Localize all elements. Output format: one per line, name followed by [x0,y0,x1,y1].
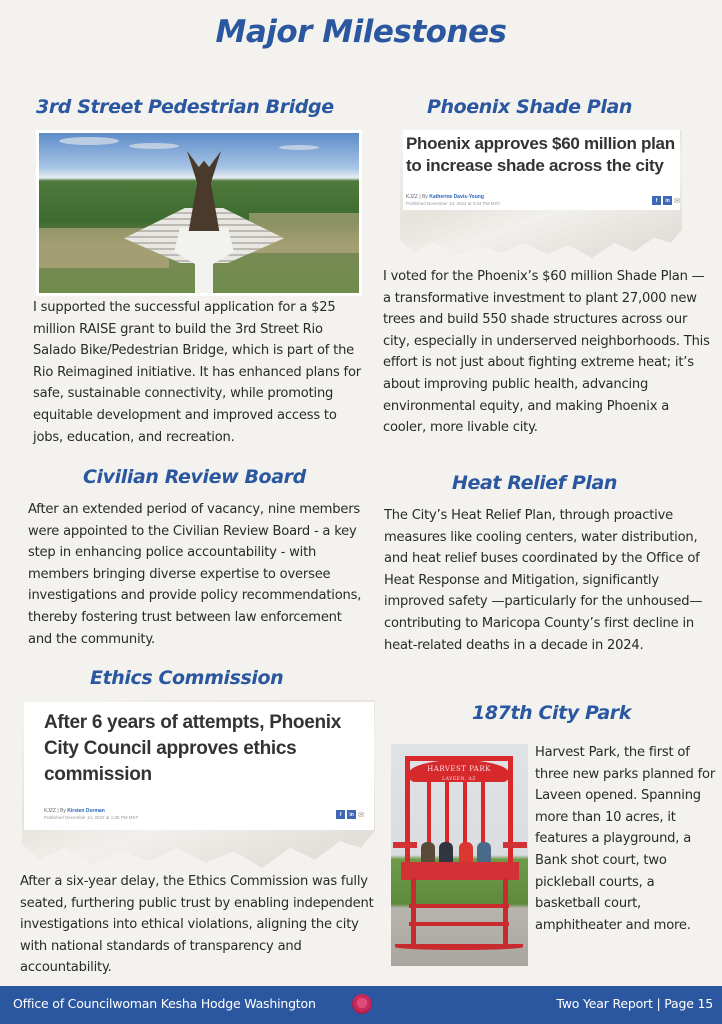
harvest-park-sign: HARVEST PARK LAVEEN, AZ [409,760,509,782]
shade-clipping-share [652,196,680,205]
ethics-clipping-headline: After 6 years of attempts, Phoenix City Council approves ethics commission [44,712,342,785]
phoenix-bird-logo-icon [352,994,372,1014]
linkedin-icon[interactable]: in [347,810,356,819]
shade-section-body: I voted for the Phoenix’s $60 million Shade Plan — a transformative investment to plant 27,000 new trees and build 550 shade structures across our city, especially in underserved neighborhoods. This effort is not just about fighting extreme heat; it’s about improving public health, advancing environmental equity, and making Phoenix a cooler, more livable city. [383,269,710,436]
civilian-section-title: Civilian Review Board [83,466,306,488]
shade-clipping-author[interactable]: Katherine Davis-Young [429,194,484,200]
page-footer [0,986,722,1024]
page-title: Major Milestones [215,14,507,50]
shade-news-clipping [400,130,682,258]
facebook-icon[interactable]: f [336,810,345,819]
ethics-clipping-byline: KJZZ | By Kirsten Dorman [44,808,105,814]
ethics-section-body: After a six-year delay, the Ethics Commission was fully seated, furthering public trust by enabling independent investigations into ethical violations, aligning the city with national standards of transparency and accountability. [20,874,374,976]
ethics-section-title: Ethics Commission [90,667,284,689]
footer-page-info: Two Year Report | Page 15 [556,996,713,1011]
linkedin-icon[interactable]: in [663,196,672,205]
footer-office-name: Office of Councilwoman Kesha Hodge Washington [13,996,316,1011]
park-section-title: 187th City Park [472,702,631,724]
shade-section-title: Phoenix Shade Plan [427,96,633,118]
shade-clipping-published: Published November 14, 2024 at 2:04 PM MST [406,201,501,206]
civilian-section-body: After an extended period of vacancy, nine members were appointed to the Civilian Review Board - a key step in enhancing police accountability - with members bringing diverse expertise to oversee investigations and provide policy recommendations, thereby fostering trust between law enforcement and the community. [28,502,362,647]
shade-clipping-byline: KJZZ | By Katherine Davis-Young [406,194,484,200]
ethics-news-clipping [22,700,375,868]
email-icon[interactable]: ✉ [674,196,680,205]
ethics-clipping-share [336,810,364,819]
park-section-body: Harvest Park, the first of three new parks planned for Laveen opened. Spanning more than 10 acres, it features a playground, a Bank shot court, two pickleball courts, a basketball court, amphitheater and more. [535,745,716,933]
bridge-rendering-image [36,130,362,296]
heat-section-title: Heat Relief Plan [452,472,618,494]
heat-section-body: The City’s Heat Relief Plan, through proactive measures like cooling centers, water distribution, and heat relief buses coordinated by the Office of Heat Response and Mitigation, significantly improved safety —particularly for the unhoused—contributing to Maricopa County’s first decline in heat-related deaths in a decade in 2024. [384,508,703,653]
bridge-section-title: 3rd Street Pedestrian Bridge [36,96,334,118]
shade-clipping-headline: Phoenix approves $60 million plan to increase shade across the city [406,134,675,175]
bridge-section-body: I supported the successful application for a $25 million RAISE grant to build the 3rd Street Rio Salado Bike/Pedestrian Bridge, which is part of the Rio Reimagined initiative. It has enhanced plans for safe, sustainable connectivity, while promoting equitable development and improved access to jobs, education, and recreation. [33,300,361,445]
email-icon[interactable]: ✉ [358,810,364,819]
harvest-park-photo [391,744,528,966]
facebook-icon[interactable]: f [652,196,661,205]
ethics-clipping-author[interactable]: Kirsten Dorman [67,808,105,814]
ethics-clipping-published: Published December 14, 2023 at 1:35 PM MST [44,815,139,820]
